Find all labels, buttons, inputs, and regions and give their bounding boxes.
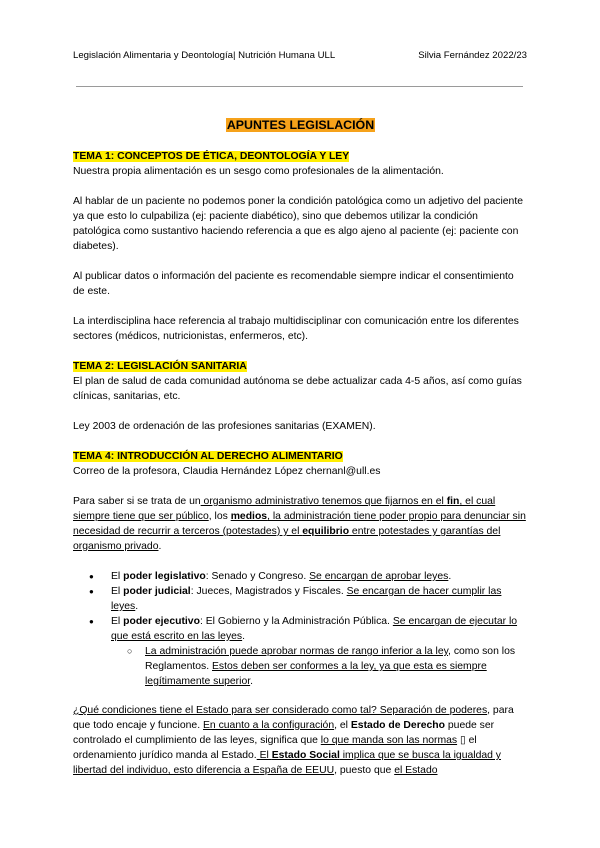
list-item: ● El poder ejecutivo: El Gobierno y la Administración Pública. Se encargan de ejecutar lo que está escrito en las leyes. ○ La administración puede aprobar normas de rango inferior a la ley, como son los Reglamentos. Estos deben ser conformes a la ley, ya que esta es siempre legítimamente superior. [111, 614, 528, 689]
tema1-paragraph: Al hablar de un paciente no podemos poner la condición patológica como un adjetivo del paciente ya que esto lo culpabiliza (ej: paciente diabético), sino que debemos utilizar la condición patológica como sustantivo haciendo referencia a que es algo ajeno al paciente (ej: paciente con diabetes). [73, 196, 523, 252]
list-item: ○ La administración puede aprobar normas de rango inferior a la ley, como son los Reglamentos. Estos deben ser conformes a la ley, ya que esta es siempre legítimamente superior. [145, 644, 528, 689]
tema1-paragraph: Nuestra propia alimentación es un sesgo como profesionales de la alimentación. [73, 166, 444, 177]
tema1-paragraph: La interdisciplina hace referencia al trabajo multidisciplinar con comunicación entre los diferentes sectores (médicos, nutricionistas, enfermeros, etc). [73, 316, 519, 342]
list-item: ● El poder judicial: Jueces, Magistrados y Fiscales. Se encargan de hacer cumplir las leyes. [111, 584, 528, 614]
document-title: APUNTES LEGISLACIÓN [226, 118, 375, 132]
tema4-paragraph: Para saber si se trata de un organismo administrativo tenemos que fijarnos en el fin, el cual siempre tiene que ser público, los medios, la administración tiene poder propio para denunciar sin necesidad de recurrir a terceros (potestades) y el equilibrio entre potestades y garantías del organismo privado. [73, 496, 526, 552]
tema4-paragraph: ¿Qué condiciones tiene el Estado para ser considerado como tal? Separación de poderes, para que todo encaje y funcione. En cuanto a la configuración, el Estado de Derecho puede ser controlado el cumplimiento de las leyes, significa que lo que manda son las normas ▯ el ordenamiento jurídico manda al Estado. El Estado Social implica que se busca la igualdad y libertad del individuo, esto diferencia a España de EEUU, puesto que el Estado [73, 705, 514, 776]
list-item: ● El poder legislativo: Senado y Congreso. Se encargan de aprobar leyes. [111, 569, 528, 584]
document-body [73, 118, 528, 778]
header-divider [76, 86, 523, 87]
header-author: Silvia Fernández 2022/23 [418, 50, 527, 61]
tema2-paragraph: Ley 2003 de ordenación de las profesiones sanitarias (EXAMEN). [73, 421, 376, 432]
tema4-heading: TEMA 4: INTRODUCCIÓN AL DERECHO ALIMENTARIO [73, 451, 343, 462]
page-header [73, 50, 527, 61]
header-course: Legislación Alimentaria y Deontología| Nutrición Humana ULL [73, 50, 336, 61]
tema1-paragraph: Al publicar datos o información del paciente es recomendable siempre indicar el consentimiento de este. [73, 271, 514, 297]
tema4-contact: Correo de la profesora, Claudia Hernández López chernanl@ull.es [73, 466, 381, 477]
tema2-heading: TEMA 2: LEGISLACIÓN SANITARIA [73, 361, 247, 372]
tema2-paragraph: El plan de salud de cada comunidad autónoma se debe actualizar cada 4-5 años, así como guías clínicas, sanitarias, etc. [73, 376, 522, 402]
sub-list [111, 644, 528, 689]
poderes-list [73, 569, 528, 689]
tema1-heading: TEMA 1: CONCEPTOS DE ÉTICA, DEONTOLOGÍA Y LEY [73, 151, 350, 162]
